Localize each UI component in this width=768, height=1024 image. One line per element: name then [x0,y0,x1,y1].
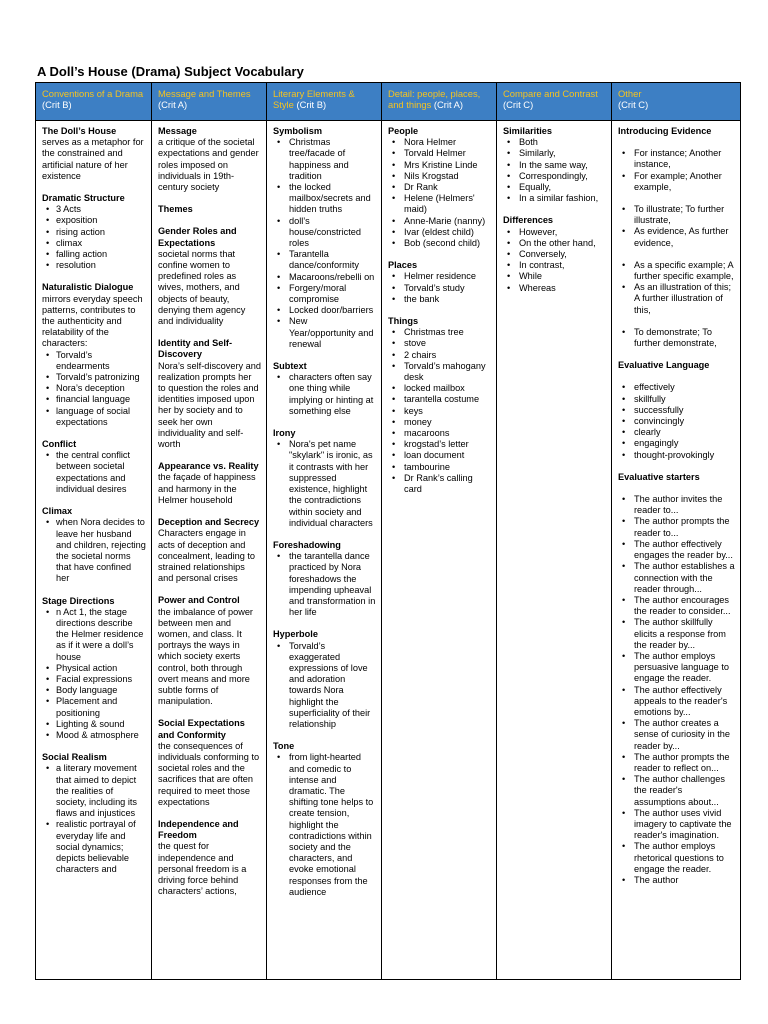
list-item: • thought-provokingly [634,450,735,461]
list-item: • The author invites the reader to... [634,494,735,516]
heading-social-expectations: Social Expectations and Conformity [158,718,245,740]
list-dramatic-structure [42,204,146,271]
list-item: • Nils Krogstad [404,171,491,182]
header-detail: Detail: people, places, and things (Crit A) [382,83,497,121]
text-power-control: the imbalance of power between men and women, and class. It portrays the ways in which society exerts control, both through overt means and more subtle forms of manipulation. [158,606,253,707]
list-item: • Whereas [519,283,606,294]
vocabulary-table [35,82,741,980]
list-item: • However, [519,227,606,238]
list-naturalistic-dialogue [42,350,146,428]
header-row [36,83,741,121]
heading-deception: Deception and Secrecy [158,517,260,528]
text-dolls-house: serves as a metaphor for the constrained and artificial nature of her existence [42,137,144,181]
list-item: • Dr Rank’s calling card [404,473,491,495]
list-symbolism [273,137,376,350]
heading-subtext: Subtext [273,361,307,372]
text-social-expectations: the consequences of individuals conforming to societal roles and the sacrifices that are often required to meet those expectations [158,740,260,807]
list-item: • In contrast, [519,260,606,271]
cell-conventions [36,121,152,980]
list-item: • New Year/opportunity and renewal [289,316,376,350]
cell-literary-elements [267,121,382,980]
list-item: • While [519,271,606,282]
list-similarities [503,137,606,204]
list-hyperbole [273,641,376,731]
list-item: • the bank [404,294,491,305]
list-item: • from light-hearted and comedic to intense and dramatic. The shifting tone helps to create tension, highlight the contradictions within society and the characters, and evoke emotional responses from the audience [289,752,376,898]
heading-gender-roles: Gender Roles and Expectations [158,226,237,248]
list-introducing-evidence-2 [618,204,735,249]
list-item: • As an illustration of this; A further illustration of this, [634,282,735,316]
list-item: • As a specific example; A further specific example, [634,260,735,282]
list-item: • Torvald’s patronizing [56,372,146,383]
list-item: • Helene (Helmers' maid) [404,193,491,215]
list-item: • Mrs Kristine Linde [404,160,491,171]
heading-similarities: Similarities [503,126,553,136]
heading-tone: Tone [273,741,295,752]
list-item: • Facial expressions [56,674,146,685]
header-other: Other (Crit C) [612,83,741,121]
list-item: • 2 chairs [404,350,491,361]
text-gender-roles: societal norms that confine women to predefined roles as wives, mothers, and objects of beauty, denying them agency and individuality [158,248,246,327]
list-item: • Torvald’s endearments [56,350,146,372]
list-item: • convincingly [634,416,735,427]
header-message-themes: Message and Themes (Crit A) [152,83,267,121]
list-item: • exposition [56,215,146,226]
heading-identity: Identity and Self-Discovery [158,338,233,360]
heading-things: Things [388,316,419,327]
text-identity: Nora’s self-discovery and realization prompts her to question the roles and identities imposed upon her by society and to seek her own individuality and self-worth [158,360,261,450]
list-item: • Equally, [519,182,606,193]
heading-places: Places [388,260,418,271]
heading-appearance-reality: Appearance vs. Reality [158,461,259,472]
list-item: • The author skillfully elicits a response from the reader by... [634,617,735,651]
list-item: • For instance; Another instance, [634,148,735,170]
list-item: • tarantella costume [404,394,491,405]
list-subtext [273,372,376,417]
content-row [36,121,741,980]
text-independence: the quest for independence and personal freedom is a driving force behind characters’ actions, [158,841,247,897]
list-item: • effectively [634,382,735,393]
heading-message: Message [158,126,197,136]
list-item: • Nora’s deception [56,383,146,394]
heading-foreshadowing: Foreshadowing [273,539,341,550]
list-item: • Torvald Helmer [404,148,491,159]
list-item: • Tarantella dance/conformity [289,249,376,271]
list-item: • skillfully [634,394,735,405]
list-item: • characters often say one thing while implying or hinting at something else [289,372,376,417]
list-item: • macaroons [404,428,491,439]
list-item: • rising action [56,227,146,238]
list-item: • To illustrate; To further illustrate, [634,204,735,226]
list-item: • The author uses vivid imagery to captivate the reader's imagination. [634,808,735,842]
list-item: • Macaroons/rebelli on [289,272,376,283]
list-evaluative-starters [618,494,735,886]
list-item: • Christmas tree/facade of happiness and tradition [289,137,376,182]
list-item: • Anne-Marie (nanny) [404,216,491,227]
list-social-realism [42,763,146,875]
list-item: • realistic portrayal of everyday life and social dynamics; depicts believable characters and [56,819,146,875]
text-deception: Characters engage in acts of deception and concealment, leading to strained relationships and personal crises [158,528,256,584]
list-item: • Body language [56,685,146,696]
list-item: • 3 Acts [56,204,146,215]
list-item: • The author challenges the reader's assumptions about... [634,774,735,808]
text-naturalistic-dialogue: mirrors everyday speech patterns, contributes to the authenticity and relatability of the characters: [42,293,143,349]
list-item: • Bob (second child) [404,238,491,249]
heading-introducing-evidence: Introducing Evidence [618,126,712,136]
heading-evaluative-language: Evaluative Language [618,360,710,371]
list-item: • The author [634,875,735,886]
list-item: • Both [519,137,606,148]
header-literary-elements: Literary Elements & Style (Crit B) [267,83,382,121]
list-item: • when Nora decides to leave her husband and children, rejecting the societal norms that have confined her [56,517,146,584]
list-item: • The author prompts the reader to reflect on... [634,752,735,774]
list-item: • Mood & atmosphere [56,730,146,741]
list-places [388,271,491,305]
list-item: • doll’s house/constricted roles [289,216,376,250]
list-item: • loan document [404,450,491,461]
heading-conflict: Conflict [42,439,77,450]
list-things [388,327,491,495]
list-item: • In the same way, [519,160,606,171]
list-item: • Nora Helmer [404,137,491,148]
heading-differences: Differences [503,215,554,226]
list-item: • engagingly [634,438,735,449]
list-item: • Forgery/moral compromise [289,283,376,305]
header-conventions: Conventions of a Drama (Crit B) [36,83,152,121]
list-item: • language of social expectations [56,406,146,428]
heading-social-realism: Social Realism [42,752,107,763]
document-title: A Doll’s House (Drama) Subject Vocabulary [37,64,304,79]
list-item: • tambourine [404,462,491,473]
list-item: • The author effectively engages the reader by... [634,539,735,561]
list-item: • Correspondingly, [519,171,606,182]
list-item: • the central conflict between societal expectations and individual desires [56,450,146,495]
list-irony [273,439,376,529]
list-item: • Torvald’s mahogany desk [404,361,491,383]
text-appearance-reality: the façade of happiness and harmony in the Helmer household [158,472,256,505]
text-message: a critique of the societal expectations and gender roles imposed on individuals in 19th-century society [158,137,259,193]
heading-naturalistic-dialogue: Naturalistic Dialogue [42,282,134,293]
heading-themes: Themes [158,204,193,215]
list-foreshadowing [273,551,376,618]
list-item: • a literary movement that aimed to depict the realities of society, including its flaws and injustices [56,763,146,819]
cell-detail [382,121,497,980]
heading-stage-directions: Stage Directions [42,595,115,606]
list-introducing-evidence-3 [618,260,735,316]
list-item: • Physical action [56,663,146,674]
list-item: • clearly [634,427,735,438]
list-item: • krogstad’s letter [404,439,491,450]
list-item: • The author employs persuasive language to engage the reader. [634,651,735,685]
heading-power-control: Power and Control [158,595,240,606]
list-item: • money [404,417,491,428]
list-item: • The author establishes a connection with the reader through... [634,561,735,595]
list-people [388,137,491,249]
heading-hyperbole: Hyperbole [273,629,318,640]
heading-symbolism: Symbolism [273,126,323,136]
heading-evaluative-starters: Evaluative starters [618,471,700,482]
heading-irony: Irony [273,428,296,439]
cell-message-themes [152,121,267,980]
list-item: • Dr Rank [404,182,491,193]
list-conflict [42,450,146,495]
list-item: • To demonstrate; To further demonstrate, [634,327,735,349]
list-item: • falling action [56,249,146,260]
list-item: • climax [56,238,146,249]
list-item: • resolution [56,260,146,271]
list-introducing-evidence-1 [618,148,735,193]
list-item: • On the other hand, [519,238,606,249]
list-item: • locked mailbox [404,383,491,394]
list-item: • n Act 1, the stage directions describe the Helmer residence as if it were a doll’s house [56,607,146,663]
list-item: • Placement and positioning [56,696,146,718]
list-item: • For example; Another example, [634,171,735,193]
heading-people: People [388,126,419,136]
list-item: • The author creates a sense of curiosity in the reader by... [634,718,735,752]
list-item: • The author encourages the reader to consider... [634,595,735,617]
list-item: • Torvald’s exaggerated expressions of love and adoration towards Nora highlight the superficiality of their relationship [289,641,376,731]
heading-climax: Climax [42,506,73,517]
list-item: • As evidence, As further evidence, [634,226,735,248]
list-item: • Locked door/barriers [289,305,376,316]
list-climax [42,517,146,584]
list-item: • The author prompts the reader to... [634,516,735,538]
list-item: • Nora's pet name "skylark" is ironic, as it contrasts with her suppressed existence, highlight the contradictions within society and individual characters [289,439,376,529]
list-item: • Torvald’s study [404,283,491,294]
list-stage-directions [42,607,146,741]
cell-other [612,121,741,980]
heading-independence: Independence and Freedom [158,818,239,841]
list-item: • Christmas tree [404,327,491,338]
list-item: • Ivar (eldest child) [404,227,491,238]
list-item: • Lighting & sound [56,719,146,730]
list-item: • successfully [634,405,735,416]
list-item: • Conversely, [519,249,606,260]
list-evaluative-language [618,382,735,460]
list-tone [273,752,376,898]
list-item: • stove [404,338,491,349]
list-item: • The author effectively appeals to the reader's emotions by... [634,685,735,719]
list-item: • Helmer residence [404,271,491,282]
list-item: • keys [404,406,491,417]
list-item: • In a similar fashion, [519,193,606,204]
heading-dramatic-structure: Dramatic Structure [42,193,125,204]
list-item: • financial language [56,394,146,405]
list-item: • The author employs rhetorical questions to engage the reader. [634,841,735,875]
cell-compare-contrast [497,121,612,980]
list-differences [503,227,606,294]
heading-dolls-house: The Doll’s House [42,126,117,136]
list-introducing-evidence-4 [618,327,735,349]
list-item: • the locked mailbox/secrets and hidden truths [289,182,376,216]
header-compare-contrast: Compare and Contrast (Crit C) [497,83,612,121]
list-item: • the tarantella dance practiced by Nora foreshadows the impending upheaval and transformation in her life [289,551,376,618]
list-item: • Similarly, [519,148,606,159]
